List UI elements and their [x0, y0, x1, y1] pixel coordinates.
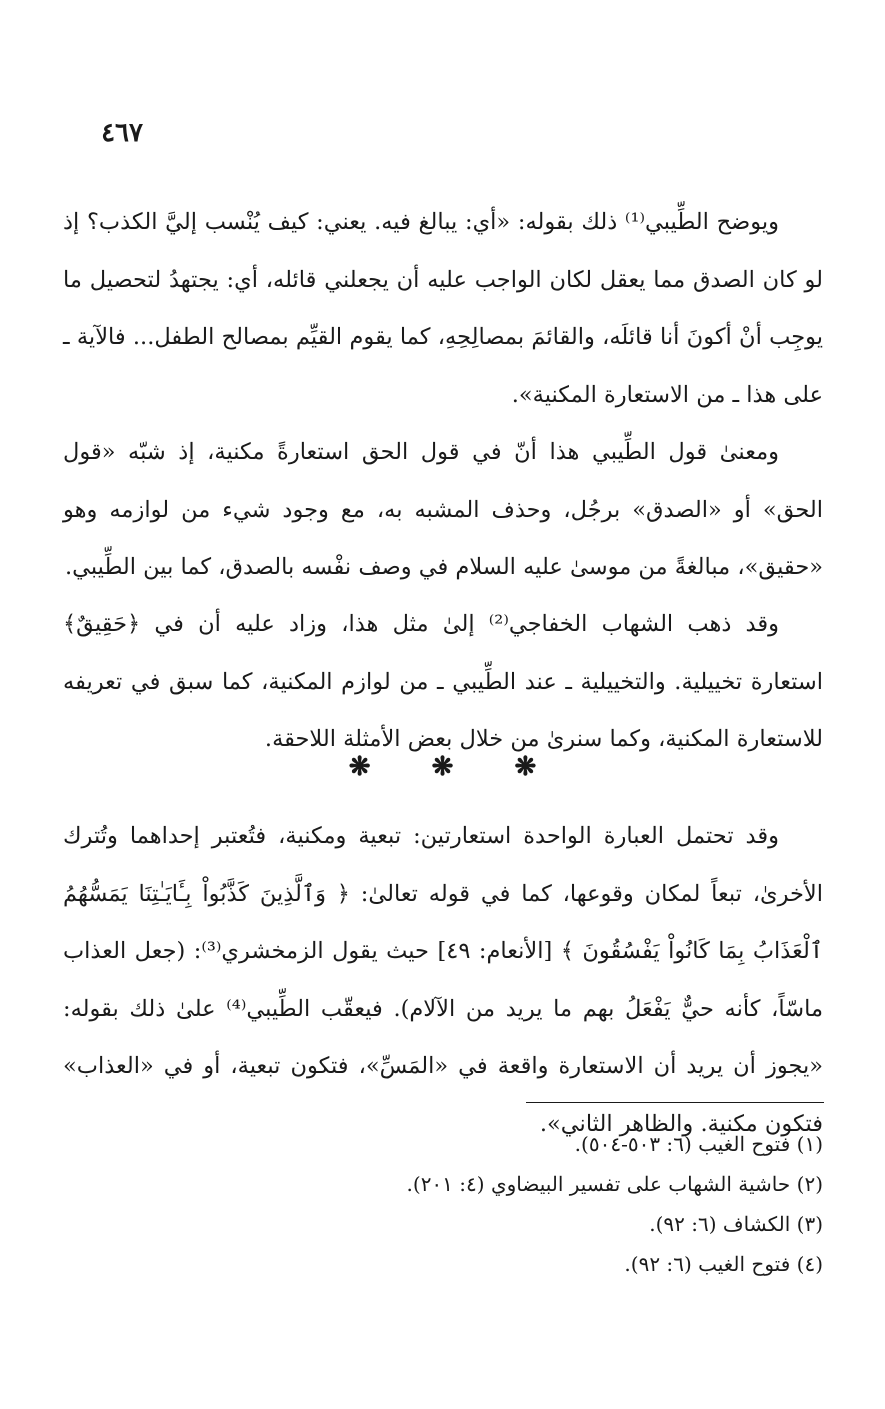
footnote-divider: [526, 1102, 824, 1103]
footnote-3: (٣) الكشاف (٦: ٩٢).: [649, 1212, 823, 1236]
paragraph-text: ويوضح الطِّيبي⁽¹⁾ ذلك بقوله: «أي: يبالغ فيه. يعني: كيف يُنْسب إليَّ الكذب؟ إذ لو كان الصدق مما يعقل لكان الواجب عليه أن يجعلني قائله، أي: يجتهدُ لتحصيل ما يوجِب أنْ أكونَ أنا قائلَه، والقائمَ بمصالِحِهِ، كما يقوم القيِّم بمصالح الطفل... فالآية ـ على هذا ـ من الاستعارة المكنية».: [63, 209, 823, 408]
asterisk-icon: ❋: [431, 752, 454, 782]
footnote-4: (٤) فتوح الغيب (٦: ٩٢).: [624, 1252, 823, 1276]
paragraph-text: وقد ذهب الشهاب الخفاجي⁽²⁾ إلىٰ مثل هذا، وزاد عليه أن في ﴿حَقِيقٌ﴾ استعارة تخييلية. والتخييلية ـ عند الطِّيبي ـ من لوازم المكنية، كما سبق في تعريفه للاستعارة المكنية، وكما سنرىٰ من خلال بعض الأمثلة اللاحقة.: [63, 611, 823, 752]
paragraph-3: [63, 596, 823, 769]
footnote-1: (١) فتوح الغيب (٦: ٥٠٣-٥٠٤).: [574, 1132, 823, 1156]
paragraph-2: [63, 424, 823, 597]
asterisk-icon: ❋: [348, 752, 371, 782]
footnotes: [63, 1124, 823, 1284]
paragraph-1: [63, 194, 823, 424]
section-separator: [0, 752, 885, 782]
page-number: ٤٦٧: [101, 118, 143, 148]
paragraph-text: وقد تحتمل العبارة الواحدة استعارتين: تبعية ومكنية، فتُعتبر إحداهما وتُترك الأخرىٰ، تبعاً لمكان وقوعها، كما في قوله تعالىٰ: ﴿ وَٱلَّذِينَ كَذَّبُواْ بِـَٔايَـٰتِنَا يَمَسُّهُمُ ٱلْعَذَابُ بِمَا كَانُواْ يَفْسُقُونَ ﴾ [الأنعام: ٤٩] حيث يقول الزمخشري⁽³⁾: (جعل العذاب ماسّاً، كأنه حيٌّ يَفْعَلُ بهم ما يريد من الآلام). فيعقّب الطِّيبي⁽⁴⁾ علىٰ ذلك بقوله: «يجوز أن يريد أن الاستعارة واقعة في «المَسِّ»، فتكون تبعية، أو في «العذاب» فتكون مكنية. والظاهر الثاني».: [63, 823, 824, 1137]
paragraph-text: ومعنىٰ قول الطِّيبي هذا أنّ في قول الحق استعارةً مكنية، إذ شبّه «قول الحق» أو «الصدق» برجُل، وحذف المشبه به، مع وجود شيء من لوازمه وهو «حقيق»، مبالغةً من موسىٰ عليه السلام في وصف نفْسه بالصدق، كما بين الطِّيبي.: [63, 439, 823, 580]
asterisk-icon: ❋: [514, 752, 537, 782]
footnote-2: (٢) حاشية الشهاب على تفسير البيضاوي (٤: ٢٠١).: [406, 1172, 823, 1196]
